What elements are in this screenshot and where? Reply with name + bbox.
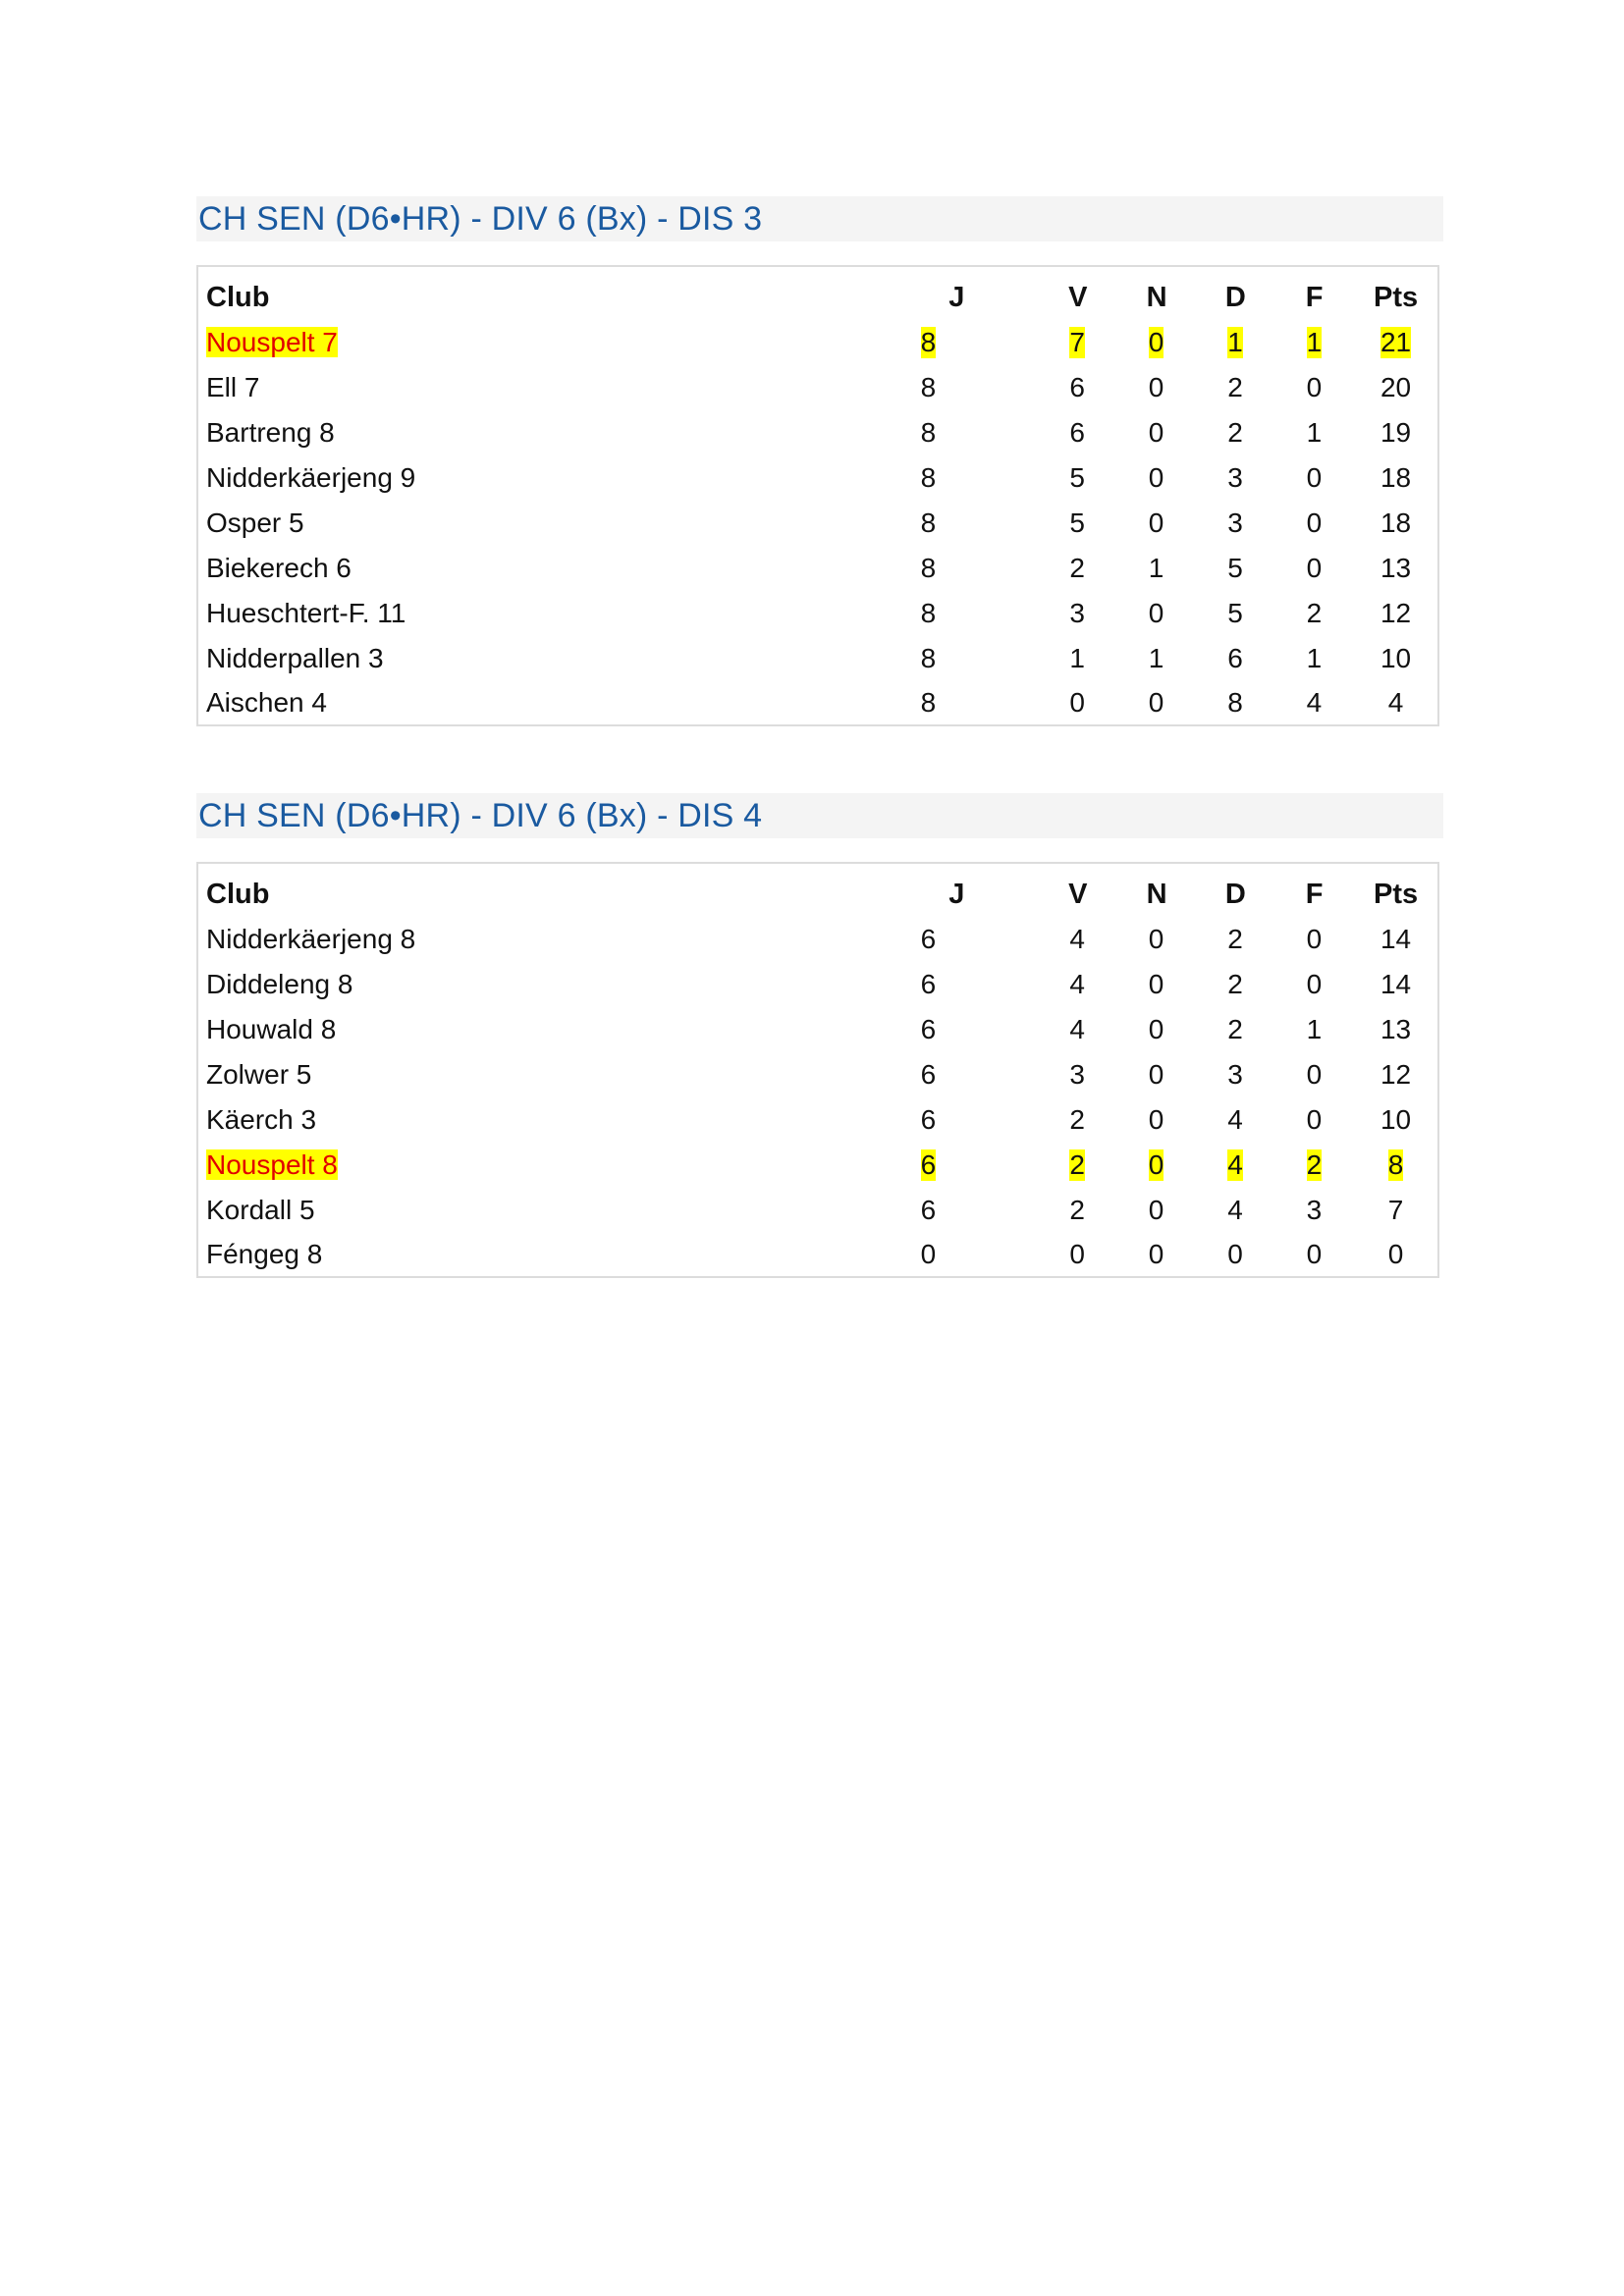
stat-cell-n [1116, 1239, 1196, 1270]
stat-value-j: 8 [920, 598, 937, 628]
stat-value-j: 8 [920, 643, 937, 673]
stat-cell-v [1038, 553, 1116, 584]
club-cell [198, 372, 836, 403]
stat-value-d: 3 [1227, 462, 1243, 493]
stat-value-f: 0 [1306, 462, 1323, 493]
stat-value-n: 0 [1148, 687, 1164, 718]
stat-cell-d [1196, 507, 1274, 539]
stat-cell-j [836, 553, 1038, 584]
column-header-d: D [1224, 878, 1246, 910]
column-header-f: F [1305, 281, 1324, 313]
stat-cell-d [1196, 1149, 1274, 1181]
stat-cell-pts [1354, 1059, 1437, 1091]
club-cell [198, 1239, 836, 1270]
stat-cell-pts [1354, 462, 1437, 494]
stat-cell-j [836, 327, 1038, 358]
stat-cell-n [1116, 1059, 1196, 1091]
club-cell [198, 969, 836, 1000]
stat-cell-v [1038, 1239, 1116, 1270]
stat-cell-v [1038, 417, 1116, 449]
stat-value-d: 1 [1227, 327, 1243, 357]
club-cell [198, 507, 836, 539]
stat-cell-d [1196, 1195, 1274, 1226]
stat-value-v: 1 [1069, 643, 1085, 673]
stat-cell-f [1274, 643, 1354, 674]
stat-cell-j [836, 1104, 1038, 1136]
table-row [198, 962, 1437, 1007]
stat-cell-v [1038, 372, 1116, 403]
table-header-row [198, 872, 1437, 917]
stat-value-pts: 14 [1380, 924, 1412, 954]
stat-value-pts: 10 [1380, 1104, 1412, 1135]
stat-value-j: 6 [920, 1149, 937, 1180]
stat-cell-v [1038, 687, 1116, 719]
table-row [198, 917, 1437, 962]
stat-value-pts: 12 [1380, 598, 1412, 628]
stat-value-d: 4 [1227, 1195, 1243, 1225]
stat-cell-f [1274, 1149, 1354, 1181]
stat-value-d: 8 [1227, 687, 1243, 718]
stat-cell-n [1116, 553, 1196, 584]
column-header-n: N [1146, 878, 1167, 910]
stat-cell-v [1038, 1149, 1116, 1181]
stat-cell-pts [1354, 924, 1437, 955]
stat-value-v: 6 [1069, 417, 1085, 448]
club-name: Houwald 8 [206, 1014, 337, 1044]
table-row [198, 1007, 1437, 1052]
table-row [198, 410, 1437, 455]
club-name: Diddeleng 8 [206, 969, 353, 999]
stat-value-v: 4 [1069, 1014, 1085, 1044]
stat-cell-d [1196, 462, 1274, 494]
table-body [198, 917, 1437, 1276]
column-header-j: J [948, 281, 965, 313]
stat-value-n: 1 [1148, 553, 1164, 583]
table-row [198, 636, 1437, 681]
table-row [198, 681, 1437, 724]
stat-value-v: 7 [1069, 327, 1085, 357]
column-header-club: Club [206, 878, 270, 910]
stat-value-d: 0 [1227, 1239, 1243, 1269]
column-header-j: J [948, 878, 965, 910]
stat-cell-j [836, 687, 1038, 719]
stat-value-d: 2 [1227, 969, 1243, 999]
stat-cell-n [1116, 417, 1196, 449]
stat-value-pts: 19 [1380, 417, 1412, 448]
stat-value-n: 0 [1148, 1239, 1164, 1269]
stat-cell-v [1038, 1059, 1116, 1091]
stat-value-n: 0 [1148, 1059, 1164, 1090]
table-header-row [198, 275, 1437, 320]
stat-cell-f [1274, 969, 1354, 1000]
stat-cell-n [1116, 462, 1196, 494]
stat-cell-f [1274, 1104, 1354, 1136]
stat-cell-d [1196, 643, 1274, 674]
stat-value-d: 3 [1227, 1059, 1243, 1090]
stat-value-d: 2 [1227, 924, 1243, 954]
stat-value-v: 4 [1069, 969, 1085, 999]
stat-cell-pts [1354, 598, 1437, 629]
stat-cell-v [1038, 924, 1116, 955]
section-title-bar [196, 793, 1443, 838]
club-cell [198, 462, 836, 494]
stat-value-f: 0 [1306, 507, 1323, 538]
club-cell [198, 1104, 836, 1136]
stat-cell-n [1116, 1195, 1196, 1226]
section-title-bar [196, 196, 1443, 241]
stat-cell-v [1038, 1195, 1116, 1226]
stat-cell-j [836, 1239, 1038, 1270]
stat-cell-v [1038, 327, 1116, 358]
stat-cell-v [1038, 1014, 1116, 1045]
stat-cell-f [1274, 1195, 1354, 1226]
stat-value-j: 8 [920, 687, 937, 718]
standings-table [196, 862, 1439, 1278]
column-header-n: N [1146, 281, 1167, 313]
club-name: Hueschtert-F. 11 [206, 598, 406, 628]
stat-cell-d [1196, 924, 1274, 955]
stat-cell-n [1116, 598, 1196, 629]
stat-value-n: 0 [1148, 1149, 1164, 1180]
stat-cell-pts [1354, 687, 1437, 719]
stat-cell-f [1274, 372, 1354, 403]
stat-cell-d [1196, 598, 1274, 629]
stat-cell-d [1196, 327, 1274, 358]
section-title: CH SEN (D6•HR) - DIV 6 (Bx) - DIS 3 [198, 199, 763, 238]
stat-cell-v [1038, 507, 1116, 539]
club-name: Nouspelt 7 [206, 327, 338, 357]
stat-value-j: 6 [920, 969, 937, 999]
stat-value-pts: 13 [1380, 1014, 1412, 1044]
stat-value-v: 2 [1069, 553, 1085, 583]
stat-value-j: 8 [920, 417, 937, 448]
stat-value-n: 0 [1148, 507, 1164, 538]
stat-cell-v [1038, 1104, 1116, 1136]
stat-cell-d [1196, 687, 1274, 719]
stat-cell-pts [1354, 417, 1437, 449]
stat-cell-pts [1354, 643, 1437, 674]
stat-cell-v [1038, 598, 1116, 629]
stat-value-v: 6 [1069, 372, 1085, 402]
stat-cell-pts [1354, 507, 1437, 539]
stat-value-f: 0 [1306, 969, 1323, 999]
table-row [198, 501, 1437, 546]
column-header-pts: Pts [1374, 281, 1419, 313]
stat-cell-j [836, 924, 1038, 955]
standings-table [196, 265, 1439, 726]
stat-cell-n [1116, 1014, 1196, 1045]
stat-cell-n [1116, 507, 1196, 539]
stat-value-d: 4 [1227, 1149, 1243, 1180]
stat-value-n: 0 [1148, 598, 1164, 628]
stat-value-n: 0 [1148, 969, 1164, 999]
stat-cell-j [836, 643, 1038, 674]
stat-value-f: 0 [1306, 1239, 1323, 1269]
club-name: Nidderkäerjeng 8 [206, 924, 416, 954]
stat-cell-f [1274, 687, 1354, 719]
stat-value-j: 6 [920, 1104, 937, 1135]
stat-value-j: 8 [920, 462, 937, 493]
stat-cell-j [836, 1059, 1038, 1091]
stat-value-d: 4 [1227, 1104, 1243, 1135]
stat-value-f: 2 [1306, 1149, 1323, 1180]
standings-section-dis-3 [196, 196, 1443, 726]
stat-value-d: 3 [1227, 507, 1243, 538]
table-row [198, 455, 1437, 501]
table-row [198, 1143, 1437, 1188]
stat-value-v: 2 [1069, 1104, 1085, 1135]
column-header-f: F [1305, 878, 1324, 910]
table-row [198, 320, 1437, 365]
stat-value-v: 2 [1069, 1195, 1085, 1225]
stat-value-j: 8 [920, 553, 937, 583]
stat-value-pts: 8 [1387, 1149, 1404, 1180]
stat-value-f: 1 [1306, 1014, 1323, 1044]
stat-value-j: 6 [920, 1014, 937, 1044]
stat-cell-d [1196, 1059, 1274, 1091]
stat-value-j: 8 [920, 507, 937, 538]
stat-value-f: 0 [1306, 372, 1323, 402]
stat-cell-n [1116, 327, 1196, 358]
club-cell [198, 643, 836, 674]
stat-cell-f [1274, 553, 1354, 584]
stat-value-d: 2 [1227, 1014, 1243, 1044]
stat-cell-d [1196, 1239, 1274, 1270]
club-name: Nidderkäerjeng 9 [206, 462, 416, 493]
stat-value-d: 2 [1227, 372, 1243, 402]
column-header-d: D [1224, 281, 1246, 313]
stat-value-pts: 0 [1387, 1239, 1404, 1269]
club-cell [198, 1195, 836, 1226]
stat-value-f: 1 [1306, 327, 1323, 357]
stat-value-f: 0 [1306, 1059, 1323, 1090]
table-row [198, 365, 1437, 410]
club-name: Käerch 3 [206, 1104, 317, 1135]
stat-cell-d [1196, 1014, 1274, 1045]
stat-value-pts: 7 [1387, 1195, 1404, 1225]
stat-cell-f [1274, 417, 1354, 449]
stat-cell-j [836, 1195, 1038, 1226]
stat-cell-f [1274, 1059, 1354, 1091]
stat-value-v: 5 [1069, 462, 1085, 493]
stat-cell-pts [1354, 1195, 1437, 1226]
stat-value-n: 0 [1148, 1104, 1164, 1135]
club-cell [198, 1059, 836, 1091]
stat-cell-d [1196, 372, 1274, 403]
stat-value-pts: 4 [1387, 687, 1404, 718]
stat-cell-j [836, 1014, 1038, 1045]
stat-value-n: 0 [1148, 1195, 1164, 1225]
stat-cell-j [836, 1149, 1038, 1181]
table-row [198, 1233, 1437, 1276]
stat-value-f: 4 [1306, 687, 1323, 718]
stat-value-j: 0 [920, 1239, 937, 1269]
stat-cell-n [1116, 372, 1196, 403]
stat-cell-d [1196, 969, 1274, 1000]
stat-cell-d [1196, 553, 1274, 584]
stat-cell-j [836, 969, 1038, 1000]
column-header-pts: Pts [1374, 878, 1419, 910]
stat-value-f: 1 [1306, 643, 1323, 673]
stat-cell-n [1116, 687, 1196, 719]
stat-value-j: 6 [920, 924, 937, 954]
stat-value-v: 5 [1069, 507, 1085, 538]
stat-value-n: 0 [1148, 462, 1164, 493]
stat-value-v: 3 [1069, 598, 1085, 628]
stat-cell-d [1196, 417, 1274, 449]
stat-cell-f [1274, 1014, 1354, 1045]
table-row [198, 591, 1437, 636]
stat-cell-j [836, 417, 1038, 449]
column-header-v: V [1068, 281, 1088, 313]
stat-value-v: 3 [1069, 1059, 1085, 1090]
stat-cell-n [1116, 1149, 1196, 1181]
stat-value-pts: 14 [1380, 969, 1412, 999]
club-name: Nidderpallen 3 [206, 643, 384, 673]
stat-cell-pts [1354, 327, 1437, 358]
stat-cell-f [1274, 924, 1354, 955]
stat-value-pts: 18 [1380, 507, 1412, 538]
club-name: Nouspelt 8 [206, 1149, 338, 1180]
stat-value-pts: 13 [1380, 553, 1412, 583]
stat-value-f: 1 [1306, 417, 1323, 448]
stat-value-pts: 10 [1380, 643, 1412, 673]
stat-cell-pts [1354, 1149, 1437, 1181]
table-row [198, 1052, 1437, 1097]
club-cell [198, 1149, 836, 1181]
column-header-v: V [1068, 878, 1088, 910]
standings-section-dis-4 [196, 793, 1443, 1278]
stat-cell-pts [1354, 372, 1437, 403]
stat-cell-pts [1354, 1239, 1437, 1270]
stat-cell-j [836, 598, 1038, 629]
stat-value-n: 0 [1148, 924, 1164, 954]
club-cell [198, 327, 836, 358]
club-name: Ell 7 [206, 372, 260, 402]
stat-cell-v [1038, 462, 1116, 494]
stat-cell-j [836, 372, 1038, 403]
stat-value-n: 0 [1148, 1014, 1164, 1044]
stat-value-pts: 21 [1380, 327, 1412, 357]
club-cell [198, 924, 836, 955]
stat-cell-n [1116, 643, 1196, 674]
club-name: Zolwer 5 [206, 1059, 312, 1090]
stat-cell-f [1274, 327, 1354, 358]
stat-value-d: 2 [1227, 417, 1243, 448]
stat-value-f: 0 [1306, 924, 1323, 954]
stat-cell-pts [1354, 969, 1437, 1000]
club-name: Kordall 5 [206, 1195, 315, 1225]
stat-cell-d [1196, 1104, 1274, 1136]
stat-cell-f [1274, 462, 1354, 494]
stat-cell-pts [1354, 553, 1437, 584]
stat-value-d: 5 [1227, 598, 1243, 628]
stat-value-n: 0 [1148, 417, 1164, 448]
stat-value-n: 0 [1148, 327, 1164, 357]
stat-value-n: 0 [1148, 372, 1164, 402]
stat-value-d: 5 [1227, 553, 1243, 583]
stat-value-f: 2 [1306, 598, 1323, 628]
club-cell [198, 417, 836, 449]
stat-value-pts: 12 [1380, 1059, 1412, 1090]
club-name: Biekerech 6 [206, 553, 352, 583]
stat-cell-f [1274, 507, 1354, 539]
column-header-club: Club [206, 281, 270, 313]
stat-value-j: 6 [920, 1059, 937, 1090]
stat-value-f: 3 [1306, 1195, 1323, 1225]
stat-cell-n [1116, 924, 1196, 955]
stat-value-n: 1 [1148, 643, 1164, 673]
stat-value-v: 0 [1069, 687, 1085, 718]
stat-cell-pts [1354, 1014, 1437, 1045]
club-name: Osper 5 [206, 507, 304, 538]
table-row [198, 546, 1437, 591]
club-cell [198, 553, 836, 584]
stat-cell-pts [1354, 1104, 1437, 1136]
section-title: CH SEN (D6•HR) - DIV 6 (Bx) - DIS 4 [198, 796, 763, 834]
club-cell [198, 1014, 836, 1045]
stat-cell-v [1038, 643, 1116, 674]
stat-value-pts: 18 [1380, 462, 1412, 493]
stat-cell-f [1274, 598, 1354, 629]
stat-value-j: 6 [920, 1195, 937, 1225]
stat-cell-j [836, 507, 1038, 539]
stat-cell-n [1116, 1104, 1196, 1136]
table-row [198, 1188, 1437, 1233]
stat-cell-n [1116, 969, 1196, 1000]
stat-value-j: 8 [920, 372, 937, 402]
club-name: Aischen 4 [206, 687, 327, 718]
stat-value-j: 8 [920, 327, 937, 357]
club-cell [198, 687, 836, 719]
stat-cell-f [1274, 1239, 1354, 1270]
table-row [198, 1097, 1437, 1143]
stat-value-f: 0 [1306, 553, 1323, 583]
club-cell [198, 598, 836, 629]
stat-value-v: 0 [1069, 1239, 1085, 1269]
table-body [198, 320, 1437, 724]
stat-value-pts: 20 [1380, 372, 1412, 402]
club-name: Féngeg 8 [206, 1239, 323, 1269]
stat-value-f: 0 [1306, 1104, 1323, 1135]
stat-value-v: 4 [1069, 924, 1085, 954]
stat-cell-v [1038, 969, 1116, 1000]
stat-cell-j [836, 462, 1038, 494]
club-name: Bartreng 8 [206, 417, 335, 448]
stat-value-d: 6 [1227, 643, 1243, 673]
stat-value-v: 2 [1069, 1149, 1085, 1180]
